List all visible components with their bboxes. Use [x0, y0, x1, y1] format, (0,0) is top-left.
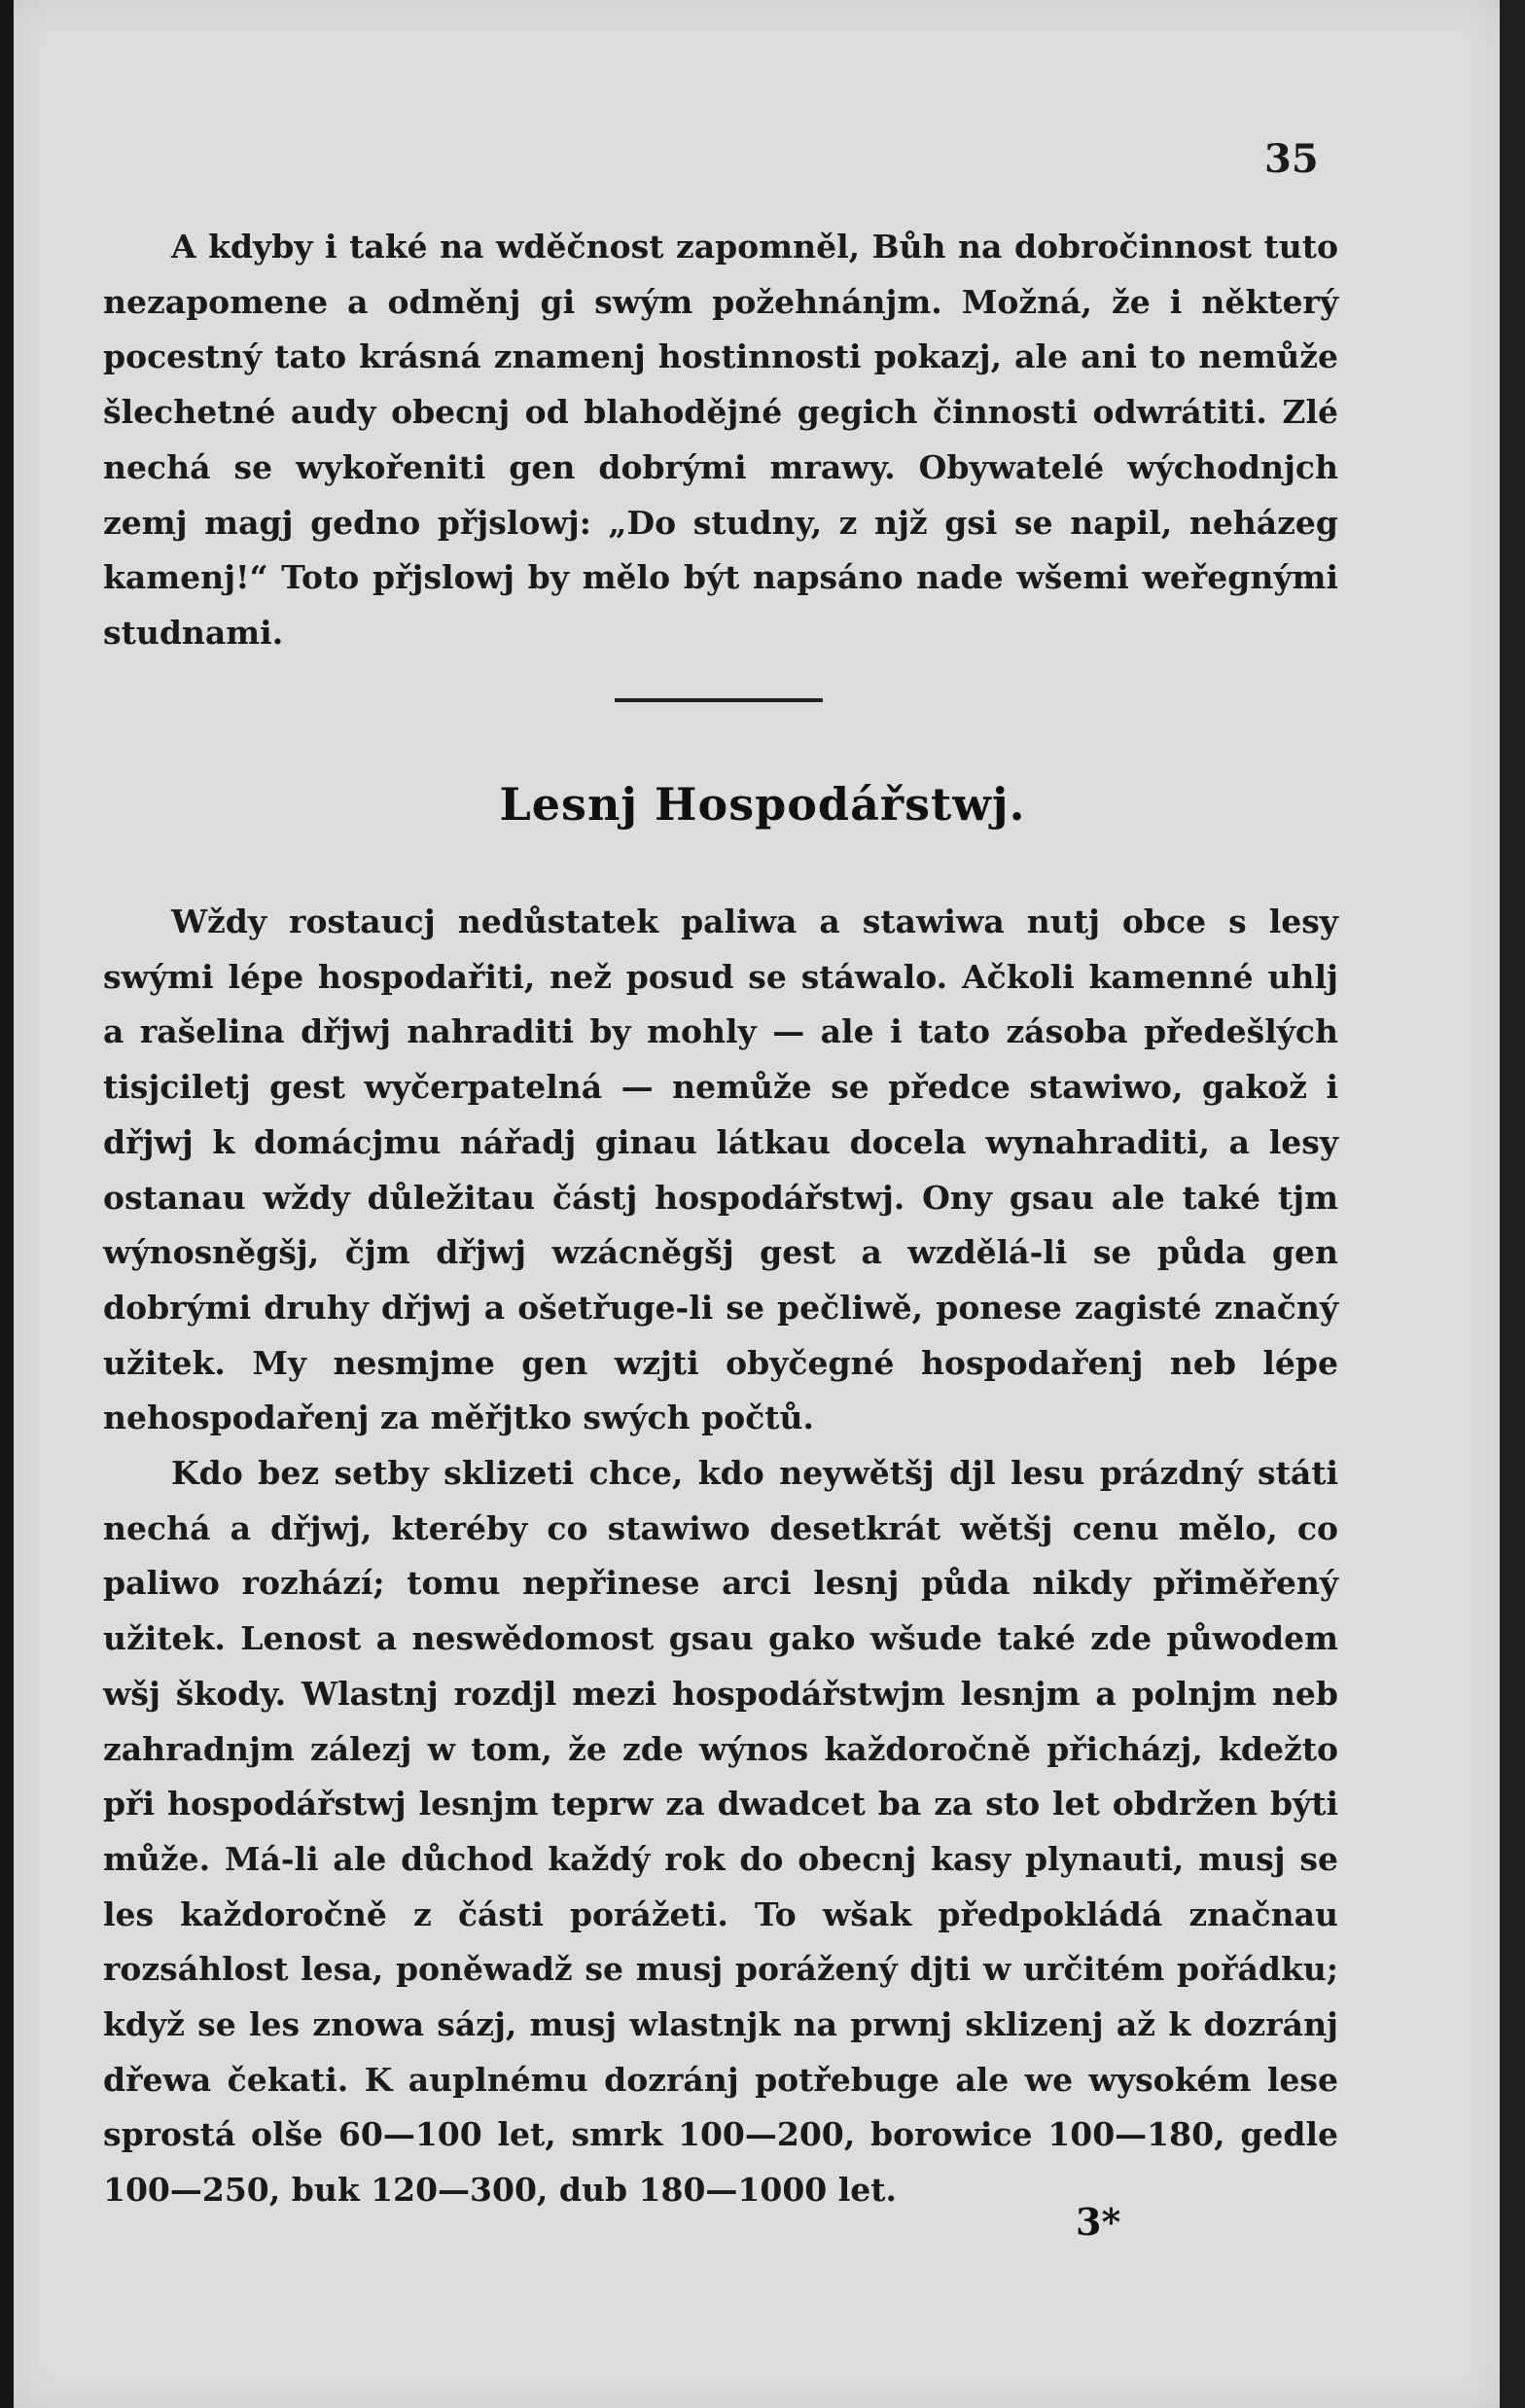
paragraph-1: A kdyby i také na wděčnost zapomněl, Bůh na dobročinnost tuto nezapomene a odměnj gi swým požehnánjm. Možná, že i některý pocestný tato krásná znamenj hostinnosti pokazj, ale ani to nemůže šlechetné audy obecnj od blahodějné gegich činnosti odwrátiti. Zlé nechá se wykořeniti gen dobrými mrawy. Obywatelé wýchodnjch zemj magj gedno přjslowj: „Do studny, z njž gsi se napil, neházeg kamenj!“ Toto přjslowj by mělo být napsáno nade wšemi weřegnými studnami. — [103, 228, 1338, 652]
paragraph-2: Wždy rostaucj nedůstatek paliwa a stawiwa nutj obce s lesy swými lépe hospodařiti, než posud se stáwalo. Ačkoli kamenné uhlj a rašelina dřjwj nahraditi by mohly — ale i tato zásoba předešlých tisjciletj gest wyčerpatelná — nemůže se předce stawiwo, gakož i dřjwj k domácjmu nářadj ginau látkau docela wynahraditi, a lesy ostanau wždy důležitau částj hospodářstwj. Ony gsau ale také tjm wýnosněgšj, čjm dřjwj wzácněgšj gest a wzdělá-li se půda gen dobrými druhy dřjwj a ošetřuge-li se pečliwě, ponese zagisté značný užitek. My nesmjme gen wzjti obyčegné hospodařenj neb lépe nehospodařenj za měřjtko swých počtů. — [103, 903, 1338, 1437]
section-divider — [615, 698, 823, 702]
scan-edge-right — [1500, 0, 1525, 2408]
section-title: Lesnj Hospodářstwj. — [499, 778, 1026, 831]
body-text-top — [103, 220, 1338, 661]
paragraph-3: Kdo bez setby sklizeti chce, kdo neywětšj djl lesu prázdný státi nechá a dřjwj, kteréby co stawiwo desetkrát wětšj cenu mělo, co paliwo rozhází; tomu nepřinese arci lesnj půda nikdy přiměřený užitek. Lenost a neswědomost gsau gako wšude také zde půwodem wšj škody. Wlastnj rozdjl mezi hospodářstwjm lesnjm a polnjm neb zahradnjm zálezj w tom, že zde wýnos každoročně přicházj, kdežto při hospodářstwj lesnjm teprw za dwadcet ba za sto let obdržen býti může. Má-li ale důchod každý rok do obecnj kasy plynauti, musj se les každoročně z části porážeti. To wšak předpokládá značnau rozsáhlost lesa, poněwadž se musj porážený djti w určitém pořádku; když se les znowa sázj, musj wlastnjk na prwnj sklizenj až k dozránj dřewa čekati. K auplnému dozránj potřebuge ale we wysokém lese sprostá olše 60—100 let, smrk 100—200, borowice 100—180, gedle 100—250, buk 120—300, dub 180—1000 let. — [103, 1454, 1338, 2210]
page-number: 35 — [1264, 136, 1319, 182]
scan-edge-left — [0, 0, 14, 2408]
signature-mark: 3* — [1076, 2200, 1121, 2244]
body-text-bottom — [103, 895, 1338, 2218]
